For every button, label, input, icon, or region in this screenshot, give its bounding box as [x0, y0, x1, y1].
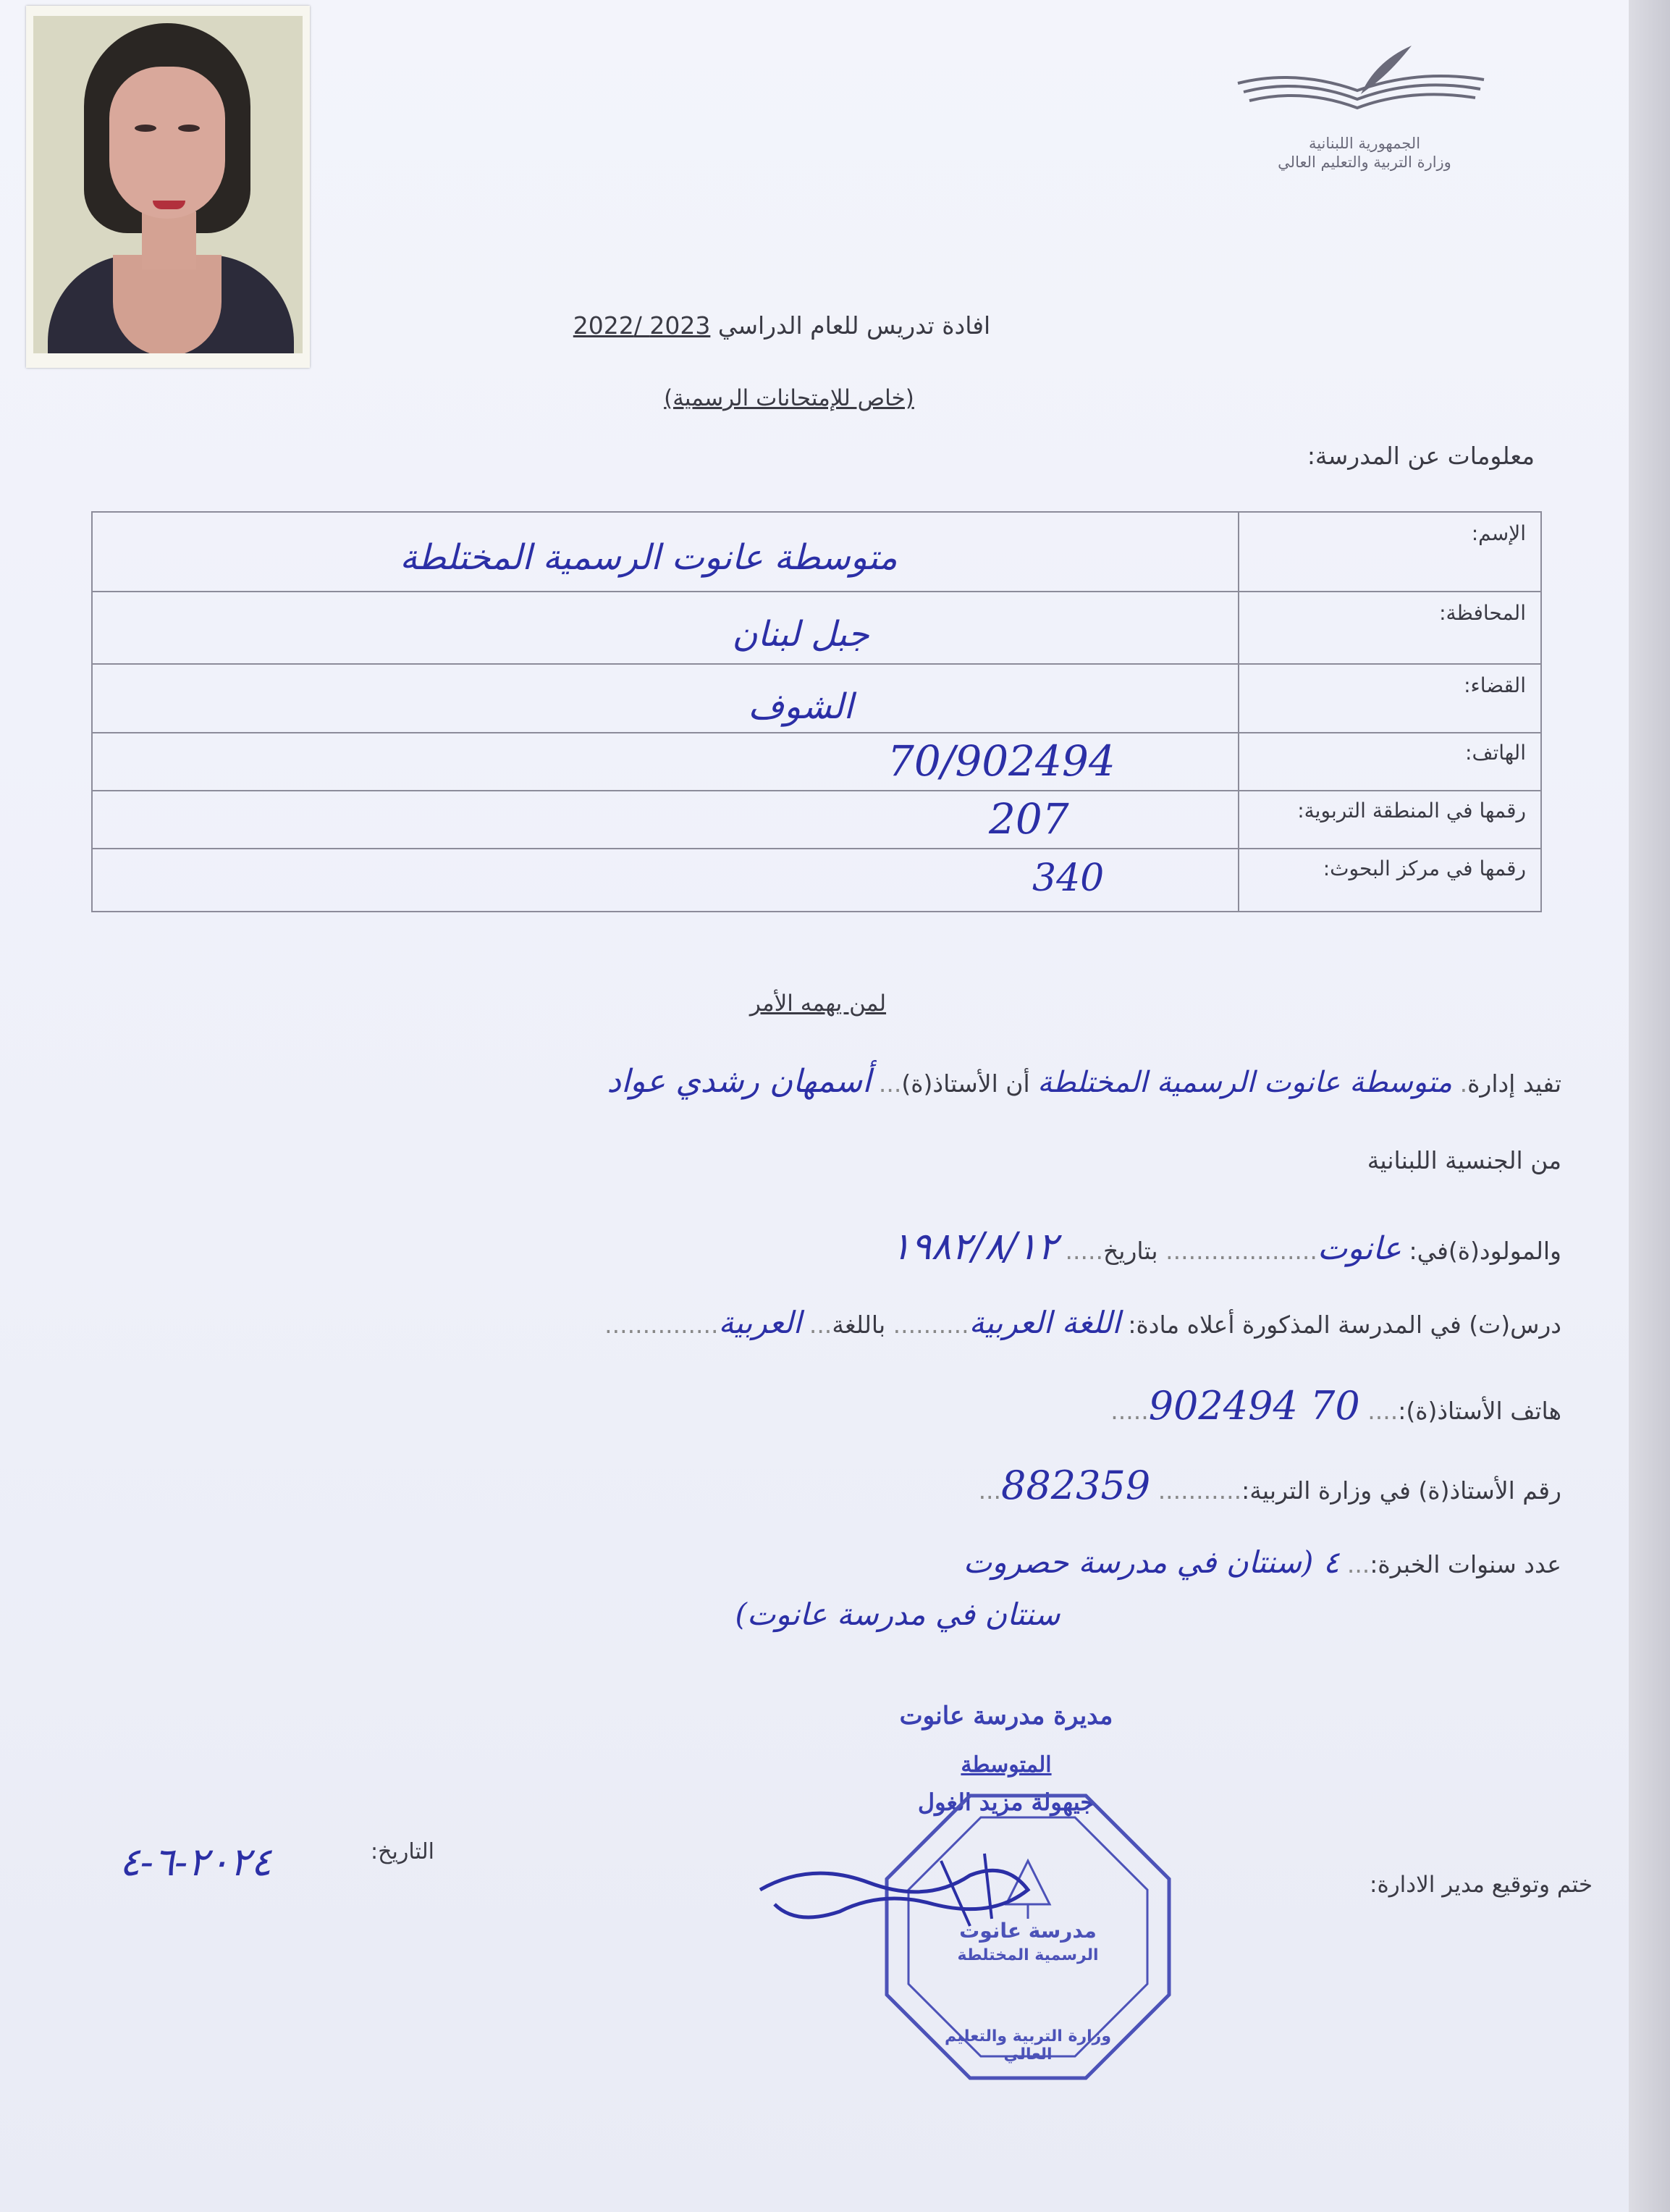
- letter-line-7: عدد سنوات الخبرة:... ٤ (سنتان في مدرسة حصروت: [963, 1544, 1561, 1580]
- value-school-name: متوسطة عانوت الرسمية المختلطة: [400, 537, 898, 578]
- title-year: 2023 /2022: [573, 311, 711, 340]
- table-row: [91, 663, 1542, 737]
- letter-line-1: تفيد إدارة. متوسطة عانوت الرسمية المختلطة أن الأستاذ(ة)... أسمهان رشدي عواد: [607, 1063, 1561, 1100]
- line4-lang: العربية: [718, 1305, 802, 1340]
- principal-subtitle: المتوسطة: [961, 1752, 1052, 1778]
- to-whom-heading: لمن يهمه الأمر: [749, 991, 887, 1017]
- value-governorate: جبل لبنان: [732, 614, 869, 655]
- section-title: معلومات عن المدرسة:: [1307, 442, 1535, 470]
- date-value: ٢٠٢٤-٦-٤: [119, 1839, 272, 1885]
- signature-scribble-icon: [753, 1846, 1115, 1933]
- table-column-divider: [1238, 511, 1239, 911]
- letter-line-4: درس(ت) في المدرسة المذكورة أعلاه مادة: اللغة العربية.......... باللغة... العربية...............: [604, 1305, 1561, 1340]
- table-border-left: [91, 511, 93, 911]
- table-row: [91, 732, 1542, 791]
- line3-place: عانوت: [1317, 1230, 1401, 1267]
- stamp-center-text-2: الرسمية المختلطة: [957, 1946, 1099, 1964]
- stamp-center-text: مدرسة عانوت: [959, 1919, 1097, 1943]
- line1-prefix: تفيد إدارة: [1467, 1069, 1561, 1098]
- label-name: الإسم:: [1471, 521, 1526, 545]
- principal-title: مديرة مدرسة عانوت: [899, 1702, 1113, 1731]
- letter-line-6: رقم الأستاذ(ة) في وزارة التربية:........... 882359...: [978, 1463, 1561, 1508]
- line4-prefix: درس(ت) في المدرسة المذكورة أعلاه مادة:: [1128, 1311, 1561, 1339]
- letter-line-2: من الجنسية اللبنانية: [1367, 1146, 1561, 1174]
- line4-subject: اللغة العربية: [969, 1305, 1121, 1340]
- table-row: [91, 511, 1542, 592]
- ministry-name: وزارة التربية والتعليم العالي: [1278, 154, 1451, 171]
- value-research-center-number: 340: [1032, 857, 1105, 900]
- page-edge: [1629, 0, 1670, 2212]
- line4-lang-label: باللغة: [832, 1311, 886, 1339]
- line3-date: ١٩٨٢/٨/١٢: [890, 1225, 1058, 1269]
- label-edu-zone-number: رقمها في المنطقة التربوية:: [1297, 799, 1526, 823]
- letter-line-3: والمولود(ة)في: عانوت.................... بتاريخ..... ١٩٨٢/٨/١٢: [890, 1225, 1561, 1269]
- line6-value: 882359: [1001, 1463, 1151, 1508]
- principal-name: جيهولة مزيد الغول: [917, 1788, 1095, 1816]
- school-info-table: [91, 511, 1542, 909]
- table-row: [91, 848, 1542, 912]
- value-district: الشوف: [748, 686, 853, 727]
- ministry-header: [1223, 134, 1506, 172]
- label-governorate: المحافظة:: [1439, 601, 1526, 625]
- ministry-logo-icon: [1231, 40, 1491, 119]
- label-research-center-number: رقمها في مركز البحوث:: [1323, 857, 1526, 880]
- date-label: التاريخ:: [371, 1839, 434, 1864]
- document-subtitle: (خاص للإمتحانات الرسمية): [664, 385, 914, 411]
- principal-stamp-block: [753, 1687, 1223, 2093]
- line1-mid: أن الأستاذ(ة): [901, 1069, 1030, 1098]
- line6-prefix: رقم الأستاذ(ة) في وزارة التربية:: [1241, 1476, 1561, 1505]
- label-phone: الهاتف:: [1465, 741, 1526, 765]
- line5-value: 70 902494: [1148, 1383, 1360, 1429]
- value-edu-zone-number: 207: [989, 794, 1069, 844]
- line7-prefix: عدد سنوات الخبرة:: [1370, 1550, 1561, 1578]
- signature-label: ختم وتوقيع مدير الادارة:: [1370, 1872, 1593, 1898]
- table-row: [91, 591, 1542, 665]
- line3-prefix: والمولود(ة)في:: [1409, 1237, 1561, 1265]
- republic-name: الجمهورية اللبنانية: [1308, 135, 1421, 152]
- letter-line-5: هاتف الأستاذ(ة):.... 70 902494.....: [1110, 1383, 1561, 1429]
- passport-photo: [26, 6, 310, 368]
- table-border-right: [1540, 511, 1542, 911]
- letter-line-8: سنتان في مدرسة عانوت): [735, 1597, 1060, 1632]
- document-title: [521, 311, 1042, 340]
- stamp-ring-text: وزارة التربية والتعليم العالي: [945, 2027, 1111, 2064]
- label-district: القضاء:: [1464, 673, 1526, 697]
- line1-teacher: أسمهان رشدي عواد: [607, 1063, 872, 1100]
- line3-date-label: بتاريخ: [1102, 1237, 1158, 1265]
- title-text: افادة تدريس للعام الدراسي: [717, 311, 991, 340]
- line1-school: متوسطة عانوت الرسمية المختلطة: [1037, 1066, 1453, 1099]
- line7-value: ٤ (سنتان في مدرسة حصروت: [963, 1544, 1340, 1580]
- line5-prefix: هاتف الأستاذ(ة):: [1398, 1397, 1561, 1425]
- value-phone: 70/902494: [887, 736, 1116, 786]
- table-row: [91, 790, 1542, 849]
